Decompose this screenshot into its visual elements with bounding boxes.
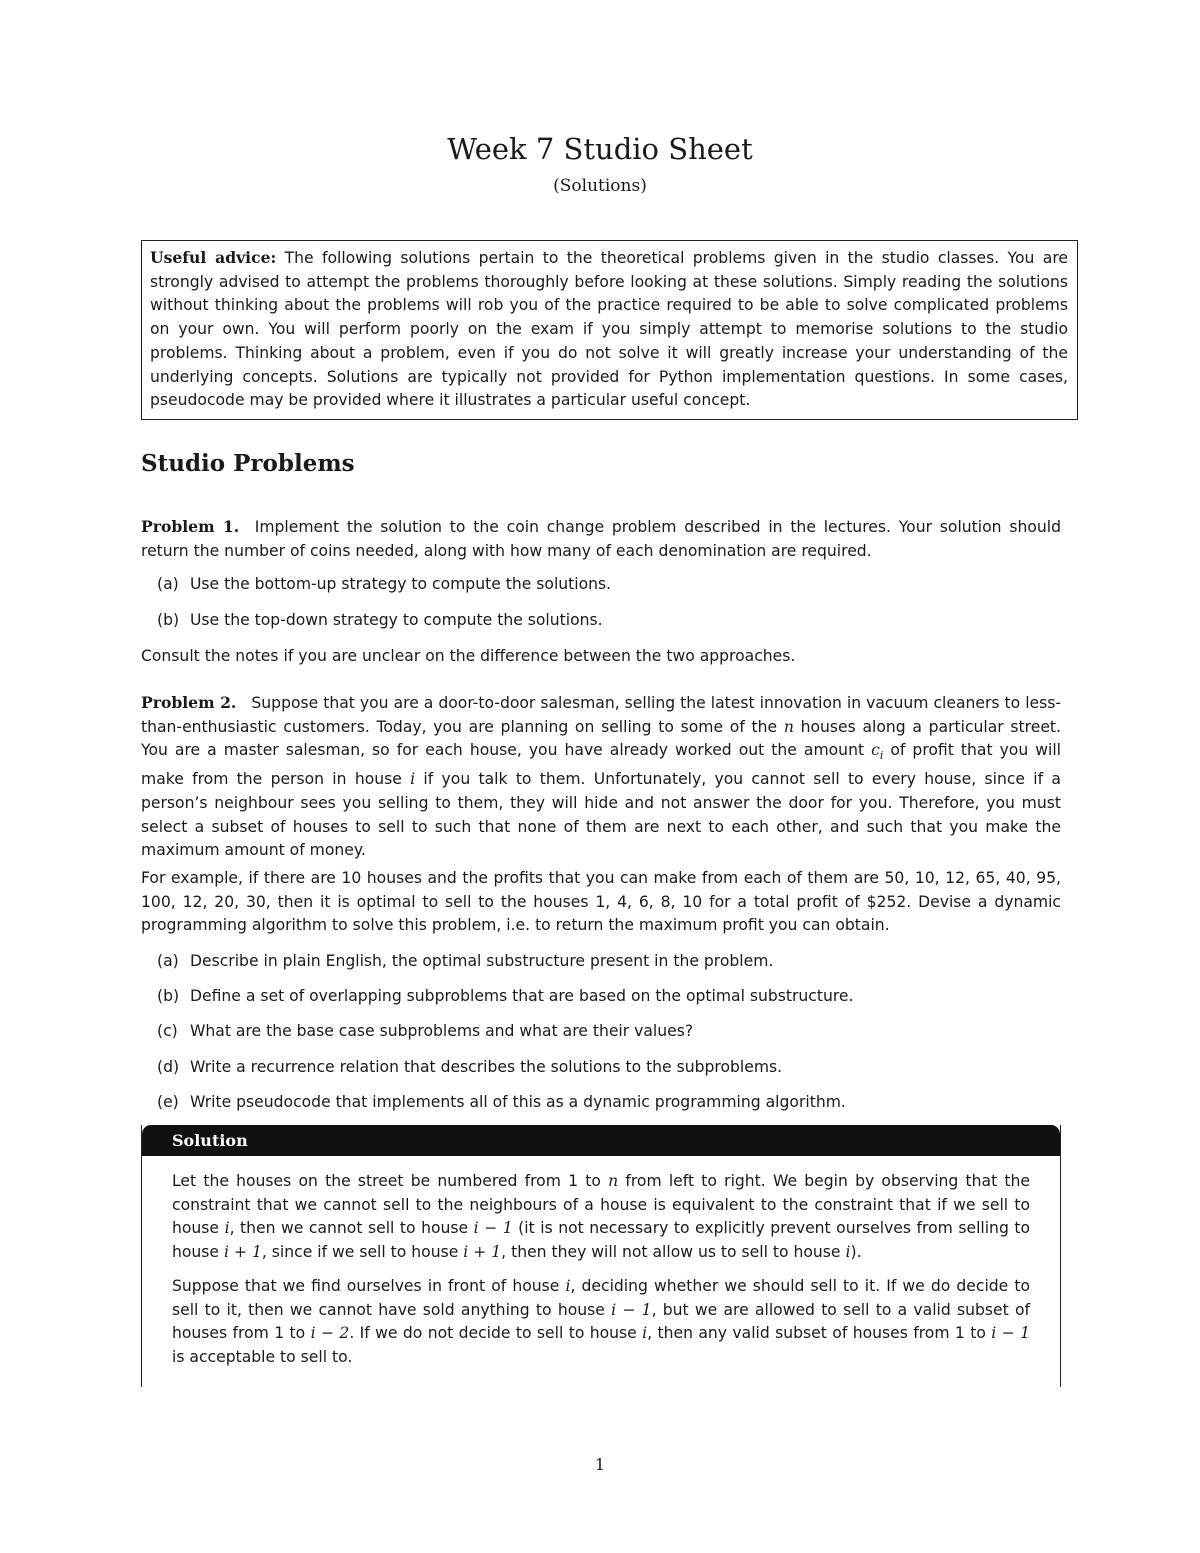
text-run: Let the houses on the street be numbered from 1 to <box>172 1172 609 1190</box>
text-run: Suppose that we find ourselves in front of house <box>172 1276 566 1295</box>
text-run: . If we do not decide to sell to house <box>349 1324 643 1343</box>
section-heading: Studio Problems <box>141 450 355 477</box>
list-item <box>141 1091 1061 1115</box>
part-label: (a) <box>157 952 179 970</box>
problem-2-paragraph-2: For example, if there are 10 houses and the profits that you can make from each of them are 50, 10, 12, 65, 40, 95, 100, 12, 20, 30, then it is optimal to sell to the houses 1, 4, 6, 8, 10 for a total profit of $252. Devise a dynamic programming algorithm to solve this problem, i.e. to return the maximum profit you can obtain. <box>141 869 1061 935</box>
solution-paragraph-1 <box>172 1170 1030 1265</box>
advice-text: The following solutions pertain to the theoretical problems given in the studio classes. You are strongly advised to attempt the problems thoroughly before looking at these solutions. Simply reading the solutions without thinking about the problems will rob you of the practice required to be able to solve complicated problems on your own. You will perform poorly on the exam if you simply attempt to memorise solutions to the studio problems. Thinking about a problem, even if you do not solve it will greatly increase your understanding of the underlying concepts. Solutions are typically not provided for Python implementation questions. In some cases, pseudocode may be provided where it illustrates a particular useful concept. <box>150 249 1068 410</box>
math-i: i <box>642 1324 648 1343</box>
solution-paragraph-2 <box>172 1275 1030 1370</box>
solution-body <box>142 1156 1060 1370</box>
problem-1-intro <box>141 515 1061 563</box>
advice-box <box>141 240 1078 420</box>
part-text: Write a recurrence relation that describes the solutions to the subproblems. <box>190 1057 783 1076</box>
math-i: i <box>565 1276 571 1295</box>
text-run: Suppose that you are a door-to-door salesman, selling the latest innovation in vacuum cleaners to less-than-enthusiastic customers. Today, you are planning on selling to some of the <box>141 694 1061 736</box>
problem-1-label: Problem 1. <box>141 517 240 536</box>
part-label: (c) <box>157 1022 178 1041</box>
text-run: , then they will not allow us to sell to house <box>501 1243 846 1262</box>
part-text: What are the base case subproblems and what are their values? <box>190 1022 694 1041</box>
part-text: Use the bottom-up strategy to compute the solutions. <box>190 575 612 593</box>
math-i-minus-1: i − 1 <box>991 1324 1030 1343</box>
part-text: Describe in plain English, the optimal substructure present in the problem. <box>190 952 774 970</box>
problem-2-label: Problem 2. <box>141 693 237 712</box>
math-i-minus-1: i − 1 <box>473 1219 513 1238</box>
text-run: , then any valid subset of houses from 1 to <box>647 1324 992 1343</box>
text-run: , then we cannot sell to house <box>229 1219 474 1238</box>
part-label: (a) <box>157 575 179 593</box>
page-subtitle: (Solutions) <box>553 176 647 196</box>
text-run: , but we are allowed to sell to a valid subset of houses from 1 to <box>172 1300 1031 1343</box>
math-i: i <box>410 770 416 789</box>
list-item <box>141 1056 1061 1080</box>
math-n: n <box>783 717 794 736</box>
math-c: c <box>871 741 880 760</box>
text-run: , deciding whether we should sell to it. If we do decide to sell to it, then we cannot have sold anything to house <box>172 1276 1031 1319</box>
math-c-subscript: i <box>879 749 884 763</box>
part-text: Define a set of overlapping subproblems that are based on the optimal substructure. <box>190 987 854 1006</box>
math-n: n <box>608 1172 619 1190</box>
math-i-minus-1: i − 1 <box>611 1300 652 1319</box>
solution-header: Solution <box>142 1125 1060 1156</box>
text-run: , since if we sell to house <box>261 1243 464 1262</box>
text-run: if you talk to them. Unfortunately, you cannot sell to every house, since if a person’s neighbour sees you selling to them, they will hide and not answer the door for you. Therefore, you must select a subset of houses to sell to such that none of them are next to each other, and such that you make the maximum amount of money. <box>141 770 1061 860</box>
math-i-plus-1: i + 1 <box>223 1243 262 1262</box>
part-text: Use the top-down strategy to compute the solutions. <box>190 610 603 629</box>
text-run: ). <box>850 1243 862 1262</box>
list-item <box>141 950 1061 974</box>
text-run: (it is not necessary to explicitly prevent ourselves from selling to house <box>172 1219 1031 1262</box>
text-run: is acceptable to sell to. <box>172 1347 353 1366</box>
math-i: i <box>845 1243 851 1262</box>
part-label: (b) <box>157 987 180 1006</box>
list-item <box>141 609 1061 633</box>
problem-2-parts <box>141 950 1061 1115</box>
list-item <box>141 573 1061 597</box>
list-item <box>141 1020 1061 1044</box>
text-run: houses along a particular street. You are a master salesman, so for each house, you have already worked out the amount <box>141 717 1061 760</box>
page-title: Week 7 Studio Sheet <box>447 132 753 166</box>
part-label: (d) <box>157 1057 180 1076</box>
part-text: Write pseudocode that implements all of this as a dynamic programming algorithm. <box>190 1092 846 1111</box>
problem-1-outro: Consult the notes if you are unclear on the difference between the two approaches. <box>141 647 796 665</box>
list-item <box>141 985 1061 1009</box>
solution-box <box>141 1125 1061 1387</box>
text-run: from left to right. We begin by observing that the constraint that we cannot sell to the neighbours of a house is equivalent to the constraint that if we sell to house <box>172 1172 1030 1238</box>
math-i-minus-2: i − 2 <box>310 1324 350 1343</box>
part-label: (b) <box>157 610 180 629</box>
page-number: 1 <box>594 1455 606 1474</box>
text-run: of profit that you will make from the person in house <box>141 741 1062 789</box>
math-i-plus-1: i + 1 <box>463 1243 502 1262</box>
problem-2-paragraph-1 <box>141 691 1061 863</box>
problem-1-parts <box>141 573 1061 632</box>
problem-1-text: Implement the solution to the coin change problem described in the lectures. Your solution should return the number of coins needed, along with how many of each denomination are required. <box>141 518 1061 560</box>
advice-label: Useful advice: <box>150 248 277 267</box>
part-label: (e) <box>157 1092 179 1111</box>
math-i: i <box>224 1219 230 1238</box>
